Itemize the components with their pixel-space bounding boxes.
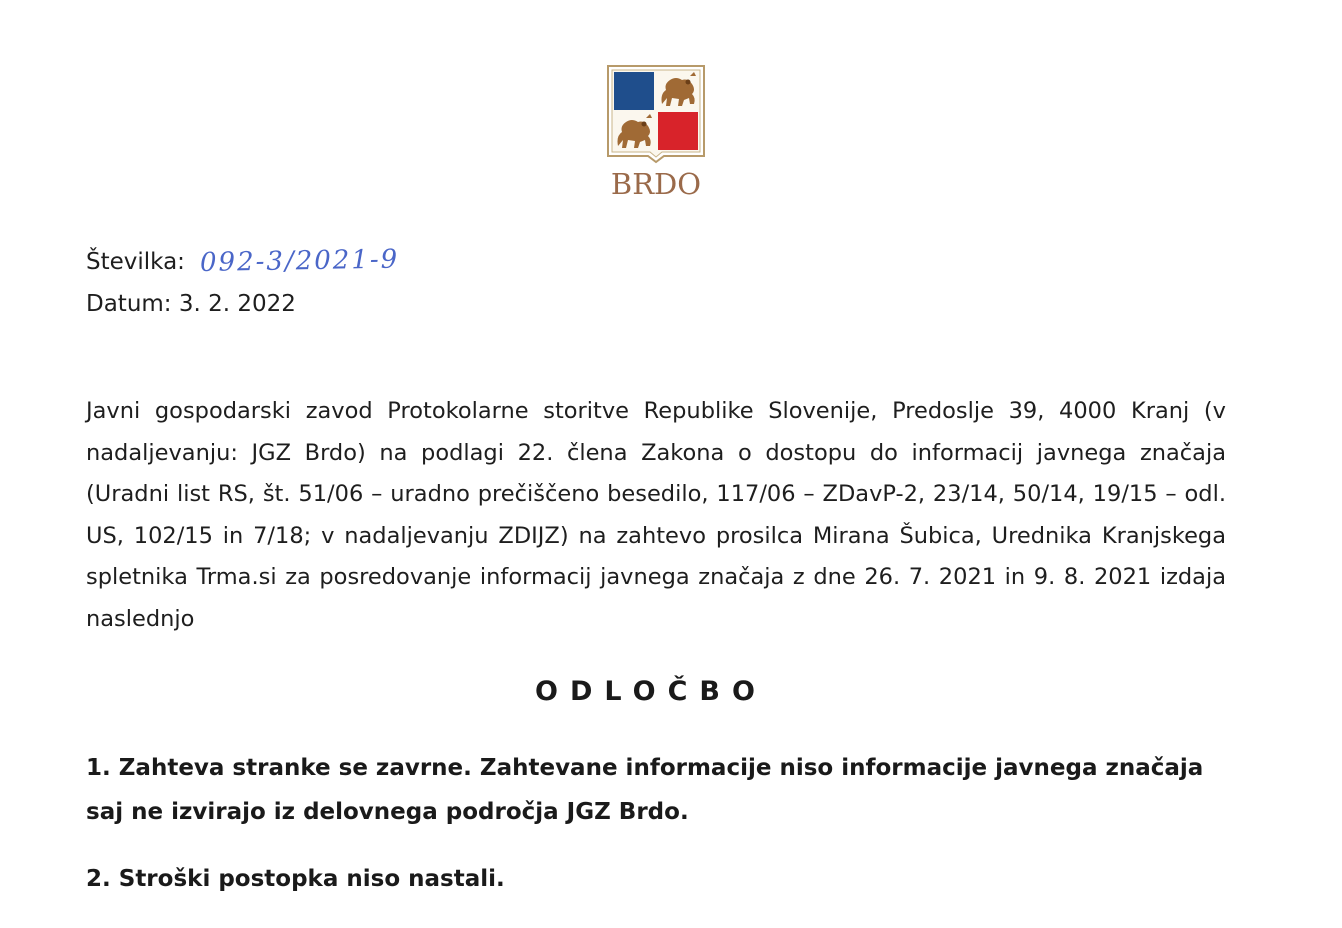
brdo-logo xyxy=(606,64,706,209)
coat-of-arms-icon xyxy=(606,64,706,164)
logo-text: BRDO xyxy=(610,167,702,201)
date-line xyxy=(86,293,296,316)
decision-point-1: 1. Zahteva stranke se zavrne. Zahtevane informacije niso informacije javnega značaja saj ne izvirajo iz delovnega področja JGZ Brdo. xyxy=(86,755,1204,825)
date-value: 3. 2. 2022 xyxy=(178,291,296,317)
decision-heading: ODLOČBO xyxy=(535,676,767,707)
date-label: Datum: xyxy=(86,291,172,317)
reference-number-line xyxy=(86,251,185,274)
decision-point-2: 2. Stroški postopka niso nastali. xyxy=(86,866,505,892)
intro-paragraph: Javni gospodarski zavod Protokolarne storitve Republike Slovenije, Predoslje 39, 4000 Kranj (v nadaljevanju: JGZ Brdo) na podlagi 22. člena Zakona o dostopu do informacij javnega značaja (Uradni list RS, št. 51/06 – uradno prečiščeno besedilo, 117/06 – ZDavP-2, 23/14, 50/14, 19/15 – odl. US, 102/15 in 7/18; v nadaljevanju ZDIJZ) na zahtevo prosilca Mirana Šubica, Urednika Kranjskega spletnika Trma.si za posredovanje informacij javnega značaja z dne 26. 7. 2021 in 9. 8. 2021 izdaja naslednjo xyxy=(86,398,1226,632)
number-label: Številka: xyxy=(86,249,185,275)
handwritten-reference-number: 092-3/2021-9 xyxy=(199,244,400,278)
